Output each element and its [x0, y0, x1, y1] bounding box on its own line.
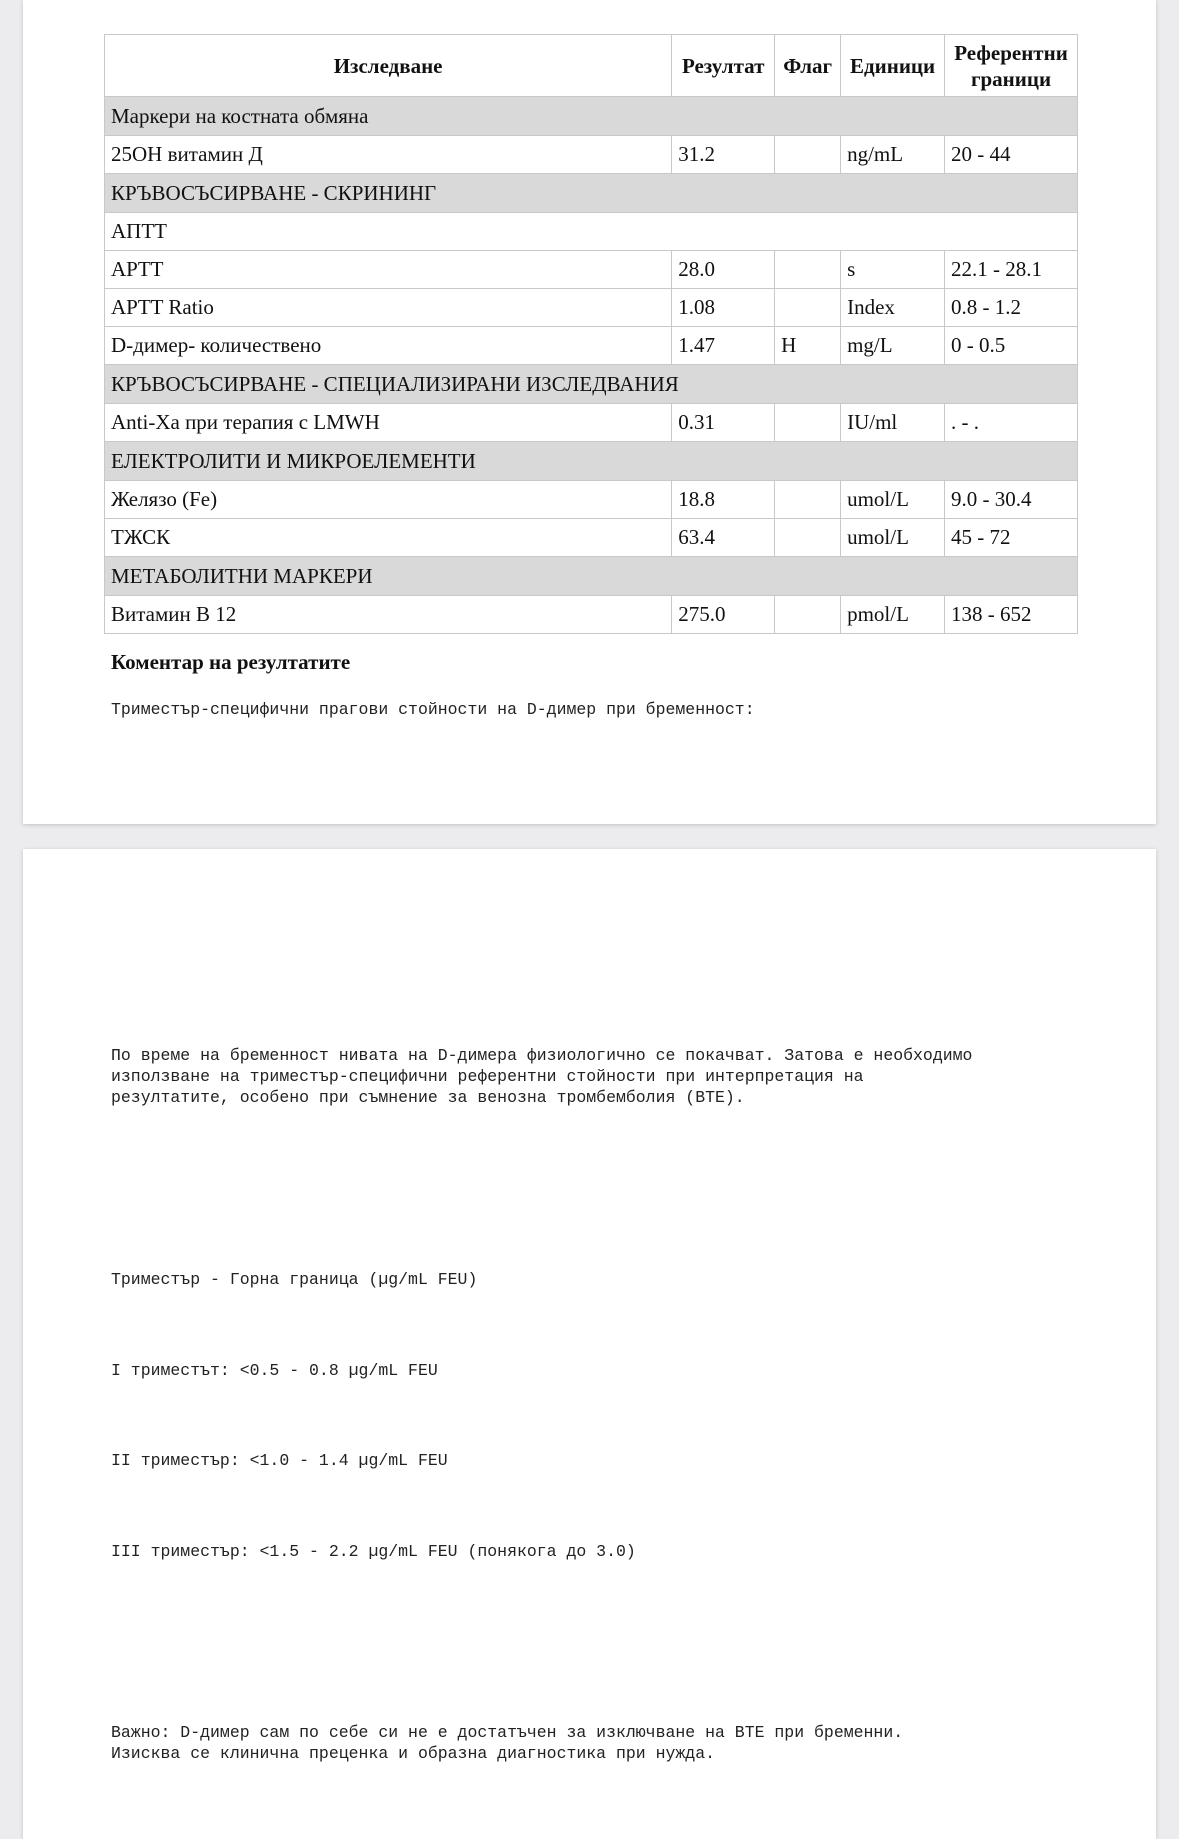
units-value: IU/ml [841, 404, 945, 442]
reference-range: 138 - 652 [945, 596, 1078, 634]
test-name: Anti-Xa при терапия с LMWH [105, 404, 672, 442]
section-title: ЕЛЕКТРОЛИТИ И МИКРОЕЛЕМЕНТИ [105, 442, 1078, 481]
section-title: КРЪВОСЪСИРВАНЕ - СПЕЦИАЛИЗИРАНИ ИЗСЛЕДВАНИЯ [105, 365, 1078, 404]
section-row [105, 174, 1078, 213]
flag-value: H [775, 327, 841, 365]
units-value: s [841, 251, 945, 289]
units-value: pmol/L [841, 596, 945, 634]
comment-title: Коментар на резултатите [111, 650, 351, 674]
header-result: Резултат [672, 35, 775, 97]
reference-range: 45 - 72 [945, 519, 1078, 557]
results-table [104, 34, 1078, 634]
result-value: 18.8 [672, 481, 775, 519]
thresholds-header: Триместър - Горна граница (µg/mL FEU) [111, 1270, 478, 1289]
header-ref-line2: граници [970, 66, 1052, 91]
table-row [105, 481, 1078, 519]
header-ref-line1: Референтни [954, 40, 1068, 65]
reference-range: 9.0 - 30.4 [945, 481, 1078, 519]
section-title: МЕТАБОЛИТНИ МАРКЕРИ [105, 557, 1078, 596]
table-row [105, 596, 1078, 634]
result-value: 31.2 [672, 136, 775, 174]
flag-value [775, 289, 841, 327]
flag-value [775, 596, 841, 634]
test-name: D-димер- количествено [105, 327, 672, 365]
important-note: Важно: D-димер сам по себе си не е достатъчен за изключване на ВТЕ при бременни. Изисква се клинична преценка и образна диагностика при нужда. [111, 1723, 904, 1763]
reference-range: . - . [945, 404, 1078, 442]
flag-value [775, 251, 841, 289]
header-units: Единици [841, 35, 945, 97]
flag-value [775, 519, 841, 557]
trimester-2-threshold: II триместър: <1.0 - 1.4 µg/mL FEU [111, 1451, 448, 1470]
table-row [105, 251, 1078, 289]
report-page-1 [23, 0, 1156, 824]
group-row [105, 213, 1078, 251]
table-row [105, 404, 1078, 442]
test-name: Витамин B 12 [105, 596, 672, 634]
result-value: 28.0 [672, 251, 775, 289]
units-value: umol/L [841, 519, 945, 557]
report-page-2 [23, 849, 1156, 1839]
table-header-row [105, 35, 1078, 97]
units-value: mg/L [841, 327, 945, 365]
reference-range: 22.1 - 28.1 [945, 251, 1078, 289]
reference-range: 0 - 0.5 [945, 327, 1078, 365]
trimester-3-threshold: III триместър: <1.5 - 2.2 µg/mL FEU (понякога до 3.0) [111, 1542, 636, 1561]
result-value: 1.47 [672, 327, 775, 365]
section-title: Маркери на костната обмяна [105, 97, 1078, 136]
section-row [105, 365, 1078, 404]
reference-range: 20 - 44 [945, 136, 1078, 174]
header-test: Изследване [105, 35, 672, 97]
units-value: umol/L [841, 481, 945, 519]
table-row [105, 519, 1078, 557]
table-row [105, 327, 1078, 365]
flag-value [775, 404, 841, 442]
result-value: 0.31 [672, 404, 775, 442]
units-value: ng/mL [841, 136, 945, 174]
result-value: 1.08 [672, 289, 775, 327]
section-row [105, 442, 1078, 481]
table-row [105, 136, 1078, 174]
result-value: 63.4 [672, 519, 775, 557]
units-value: Index [841, 289, 945, 327]
flag-value [775, 481, 841, 519]
header-reference-range [945, 35, 1078, 97]
test-name: APTT [105, 251, 672, 289]
test-name: 25OH витамин Д [105, 136, 672, 174]
flag-value [775, 136, 841, 174]
header-flag: Флаг [775, 35, 841, 97]
section-row [105, 557, 1078, 596]
group-title: АПТТ [105, 213, 1078, 251]
comment-paragraph: По време на бременност нивата на D-димера физиологично се покачват. Затова е необходимо използване на триместър-специфични референтни стойности при интерпретация на резултатите, особено при съмнение за венозна тромбемболия (ВТЕ). [111, 1046, 973, 1107]
comment-intro: Триместър-специфични прагови стойности на D-димер при бременност: [111, 700, 755, 719]
test-name: APTT Ratio [105, 289, 672, 327]
trimester-1-threshold: I триместът: <0.5 - 0.8 µg/mL FEU [111, 1361, 438, 1380]
section-title: КРЪВОСЪСИРВАНЕ - СКРИНИНГ [105, 174, 1078, 213]
test-name: ТЖСК [105, 519, 672, 557]
result-value: 275.0 [672, 596, 775, 634]
reference-range: 0.8 - 1.2 [945, 289, 1078, 327]
test-name: Желязо (Fe) [105, 481, 672, 519]
section-row [105, 97, 1078, 136]
table-row [105, 289, 1078, 327]
